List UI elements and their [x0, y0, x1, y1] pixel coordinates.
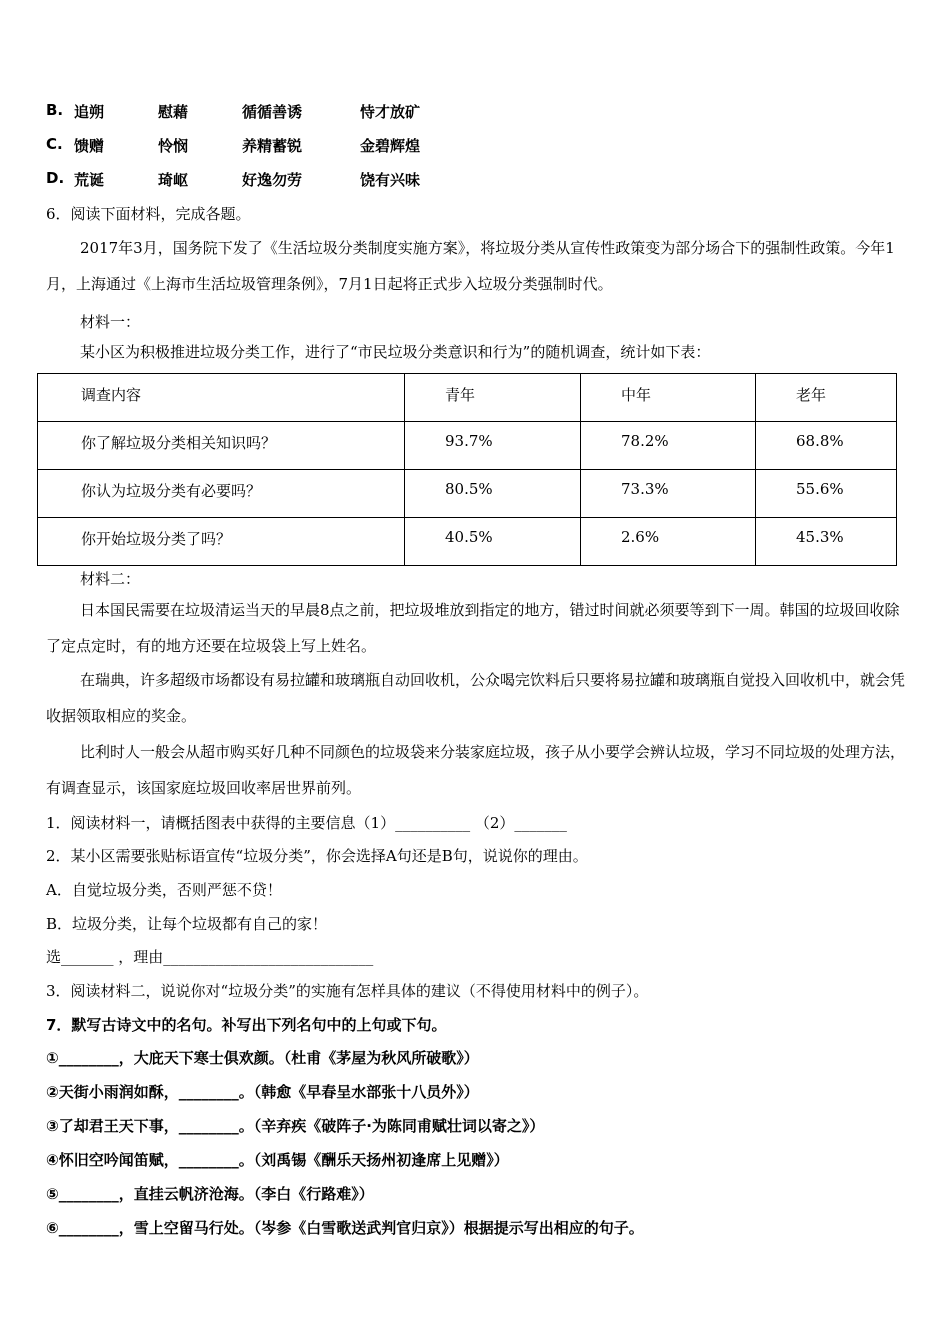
table-cell: 你认为垃圾分类有必要吗？: [38, 470, 405, 518]
table-header-cell: 调查内容: [38, 374, 405, 422]
option-word: 追朔: [74, 103, 105, 121]
table-cell: 40.5%: [405, 518, 581, 566]
material-2-label: 材料二：: [80, 570, 141, 588]
poem-item: ③了却君王天下事，________。（辛弃疾《破阵子·为陈同甫赋壮词以寄之》）: [46, 1117, 545, 1135]
material-2-paragraph-2: 在瑞典，许多超级市场都设有易拉罐和玻璃瓶自动回收机，公众喝完饮料后只要将易拉罐和玻璃瓶自觉投入回收机中，就会凭收据领取相应的奖金。: [46, 671, 906, 725]
table-header-row: [38, 374, 897, 422]
table-cell: 78.2%: [581, 422, 756, 470]
option-d-row: [46, 169, 906, 191]
option-letter: B.: [46, 101, 64, 119]
table-header-cell: 老年: [756, 374, 897, 422]
poem-item: ④怀旧空吟闻笛赋，________。（刘禹锡《酬乐天扬州初逢席上见赠》）: [46, 1151, 509, 1169]
option-word: 恃才放矿: [360, 103, 421, 121]
option-word: 怜悯: [158, 137, 189, 155]
table-cell: 80.5%: [405, 470, 581, 518]
poem-item: ②天街小雨润如酥，________。（韩愈《早春呈水部张十八员外》）: [46, 1083, 479, 1101]
material-2-paragraph-1: 日本国民需要在垃圾清运当天的早晨8点之前，把垃圾堆放到指定的地方，错过时间就必须要等到下一周。韩国的垃圾回收除了定点定时，有的地方还要在垃圾袋上写上姓名。: [46, 601, 900, 655]
table-cell: 55.6%: [756, 470, 897, 518]
sub-question-1: 1．阅读材料一，请概括图表中获得的主要信息（1）__________ （2）_______: [46, 814, 567, 832]
material-1-text: 某小区为积极推进垃圾分类工作，进行了“市民垃圾分类意识和行为”的随机调查，统计如下表：: [80, 343, 711, 361]
table-row: [38, 518, 897, 566]
table-row: [38, 422, 897, 470]
table-cell: 你开始垃圾分类了吗？: [38, 518, 405, 566]
table-cell: 73.3%: [581, 470, 756, 518]
table-cell: 2.6%: [581, 518, 756, 566]
sub-question-3: 3．阅读材料二，说说你对“垃圾分类”的实施有怎样具体的建议（不得使用材料中的例子）。: [46, 982, 649, 1000]
poem-item: ①________，大庇天下寒士俱欢颜。（杜甫《茅屋为秋风所破歌》）: [46, 1049, 479, 1067]
table-header-cell: 青年: [405, 374, 581, 422]
choose-reason-line: 选_______ ，理由____________________________: [46, 948, 374, 966]
table-cell: 45.3%: [756, 518, 897, 566]
option-word: 荒诞: [74, 171, 105, 189]
poem-item: ⑥________，雪上空留马行处。（岑参《白雪歌送武判官归京》）根据提示写出相应的句子。: [46, 1219, 644, 1237]
option-letter: C.: [46, 135, 63, 153]
question-6-title: 6．阅读下面材料，完成各题。: [46, 205, 251, 223]
option-word: 琦岖: [158, 171, 189, 189]
question-7-title: 7．默写古诗文中的名句。补写出下列名句中的上句或下句。: [46, 1016, 447, 1034]
table-cell: 93.7%: [405, 422, 581, 470]
option-letter: D.: [46, 169, 65, 187]
question-6-intro: 2017年3月，国务院下发了《生活垃圾分类制度实施方案》，将垃圾分类从宣传性政策变为部分场合下的强制性政策。今年1月，上海通过《上海市生活垃圾管理条例》，7月1日起将正式步入垃圾分类强制时代。: [46, 239, 895, 293]
sub-question-2: 2．某小区需要张贴标语宣传“垃圾分类”，你会选择A句还是B句，说说你的理由。: [46, 847, 588, 865]
option-c-row: [46, 135, 906, 157]
option-word: 金碧辉煌: [360, 137, 421, 155]
option-b-row: [46, 101, 906, 123]
table-cell: 你了解垃圾分类相关知识吗？: [38, 422, 405, 470]
option-word: 慰藉: [158, 103, 189, 121]
option-a-slogan: A．自觉垃圾分类，否则严惩不贷！: [46, 881, 282, 899]
material-1-label: 材料一：: [80, 313, 141, 331]
table-row: [38, 470, 897, 518]
survey-table: [37, 373, 897, 566]
option-b-slogan: B．垃圾分类，让每个垃圾都有自己的家！: [46, 915, 328, 933]
poem-item: ⑤________，直挂云帆济沧海。（李白《行路难》）: [46, 1185, 374, 1203]
option-word: 循循善诱: [242, 103, 303, 121]
material-2-paragraph-3: 比利时人一般会从超市购买好几种不同颜色的垃圾袋来分装家庭垃圾，孩子从小要学会辨认垃圾，学习不同垃圾的处理方法，有调查显示，该国家庭垃圾回收率居世界前列。: [46, 743, 906, 797]
option-word: 养精蓄锐: [242, 137, 303, 155]
option-word: 饶有兴味: [360, 171, 421, 189]
option-word: 馈赠: [74, 137, 105, 155]
table-cell: 68.8%: [756, 422, 897, 470]
option-word: 好逸勿劳: [242, 171, 303, 189]
table-header-cell: 中年: [581, 374, 756, 422]
